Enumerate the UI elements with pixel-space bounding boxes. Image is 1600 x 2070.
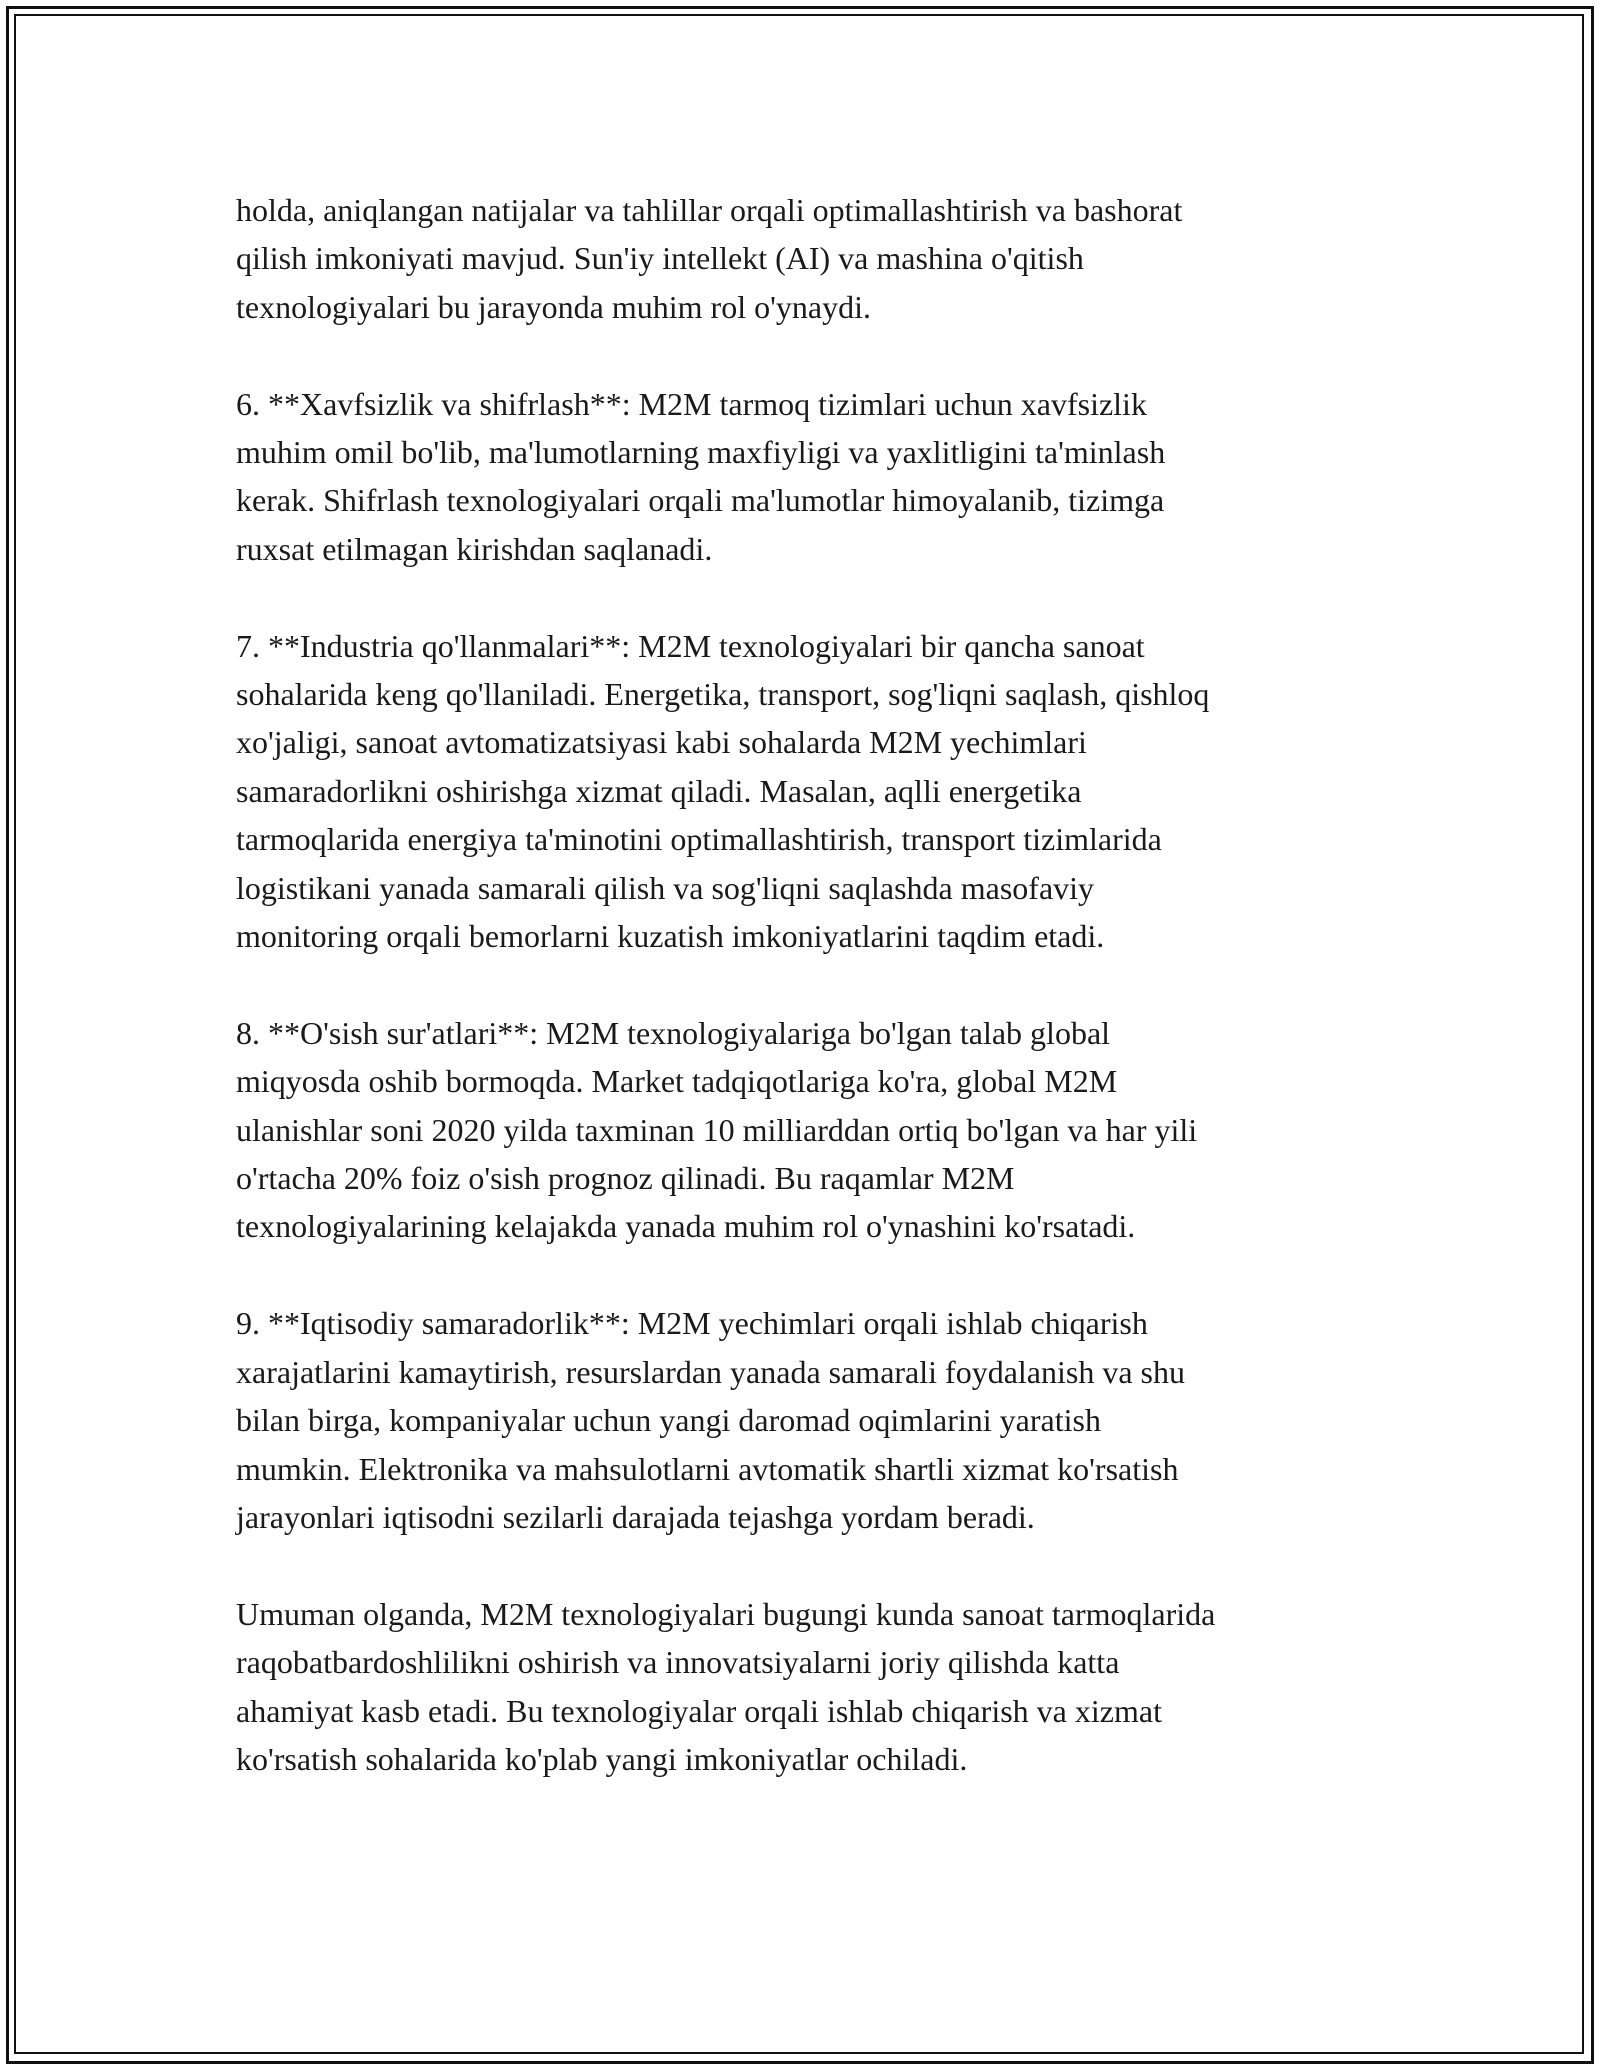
- text-line: xo'jaligi, sanoat avtomatizatsiyasi kabi sohalarda M2M yechimlari: [236, 724, 1087, 761]
- paragraph-item-8-growth: [236, 1009, 1386, 1251]
- text-line: 8. **O'sish sur'atlari**: M2M texnologiyalariga bo'lgan talab global: [236, 1014, 1111, 1051]
- paragraph-item-7-industry: [236, 622, 1386, 961]
- paragraph-conclusion: [236, 1590, 1386, 1784]
- text-line: tarmoqlarida energiya ta'minotini optimallashtirish, transport tizimlarida: [236, 821, 1162, 858]
- paragraph-item-6-security: [236, 380, 1386, 574]
- text-line: bilan birga, kompaniyalar uchun yangi daromad oqimlarini yaratish: [236, 1402, 1101, 1439]
- text-line: jarayonlari iqtisodni sezilarli darajada tejashga yordam beradi.: [236, 1498, 1035, 1535]
- text-line: texnologiyalari bu jarayonda muhim rol o'ynaydi.: [236, 288, 871, 325]
- text-line: ulanishlar soni 2020 yilda taxminan 10 milliarddan ortiq bo'lgan va har yili: [236, 1111, 1198, 1148]
- text-line: Umuman olganda, M2M texnologiyalari bugungi kunda sanoat tarmoqlarida: [236, 1595, 1216, 1632]
- text-line: kerak. Shifrlash texnologiyalari orqali ma'lumotlar himoyalanib, tizimga: [236, 482, 1165, 519]
- text-line: ruxsat etilmagan kirishdan saqlanadi.: [236, 530, 713, 567]
- document-body: [236, 186, 1386, 1832]
- text-line: o'rtacha 20% foiz o'sish prognoz qilinadi. Bu raqamlar M2M: [236, 1160, 1015, 1197]
- text-line: mumkin. Elektronika va mahsulotlarni avtomatik shartli xizmat ko'rsatish: [236, 1450, 1179, 1487]
- text-line: qilish imkoniyati mavjud. Sun'iy intellekt (AI) va mashina o'qitish: [236, 240, 1084, 277]
- paragraph-item-9-economic-efficiency: [236, 1299, 1386, 1541]
- text-line: ko'rsatish sohalarida ko'plab yangi imkoniyatlar ochiladi.: [236, 1740, 968, 1777]
- text-line: xarajatlarini kamaytirish, resurslardan yanada samarali foydalanish va shu: [236, 1353, 1185, 1390]
- paragraph-intro-continuation: [236, 186, 1386, 331]
- text-line: holda, aniqlangan natijalar va tahlillar orqali optimallashtirish va bashorat: [236, 192, 1183, 228]
- text-line: ahamiyat kasb etadi. Bu texnologiyalar orqali ishlab chiqarish va xizmat: [236, 1692, 1162, 1729]
- text-line: samaradorlikni oshirishga xizmat qiladi. Masalan, aqlli energetika: [236, 772, 1082, 809]
- text-line: sohalarida keng qo'llaniladi. Energetika, transport, sog'liqni saqlash, qishloq: [236, 676, 1210, 713]
- text-line: 6. **Xavfsizlik va shifrlash**: M2M tarmoq tizimlari uchun xavfsizlik: [236, 385, 1147, 422]
- text-line: logistikani yanada samarali qilish va sog'liqni saqlashda masofaviy: [236, 869, 1095, 906]
- text-line: monitoring orqali bemorlarni kuzatish imkoniyatlarini taqdim etadi.: [236, 918, 1105, 955]
- text-line: muhim omil bo'lib, ma'lumotlarning maxfiyligi va yaxlitligini ta'minlash: [236, 434, 1166, 471]
- text-line: texnologiyalarining kelajakda yanada muhim rol o'ynashini ko'rsatadi.: [236, 1208, 1136, 1245]
- text-line: raqobatbardoshlilikni oshirish va innovatsiyalarni joriy qilishda katta: [236, 1644, 1120, 1681]
- text-line: 9. **Iqtisodiy samaradorlik**: M2M yechimlari orqali ishlab chiqarish: [236, 1305, 1148, 1342]
- text-line: 7. **Industria qo'llanmalari**: M2M texnologiyalari bir qancha sanoat: [236, 627, 1145, 664]
- text-line: miqyosda oshib bormoqda. Market tadqiqotlariga ko'ra, global M2M: [236, 1063, 1118, 1100]
